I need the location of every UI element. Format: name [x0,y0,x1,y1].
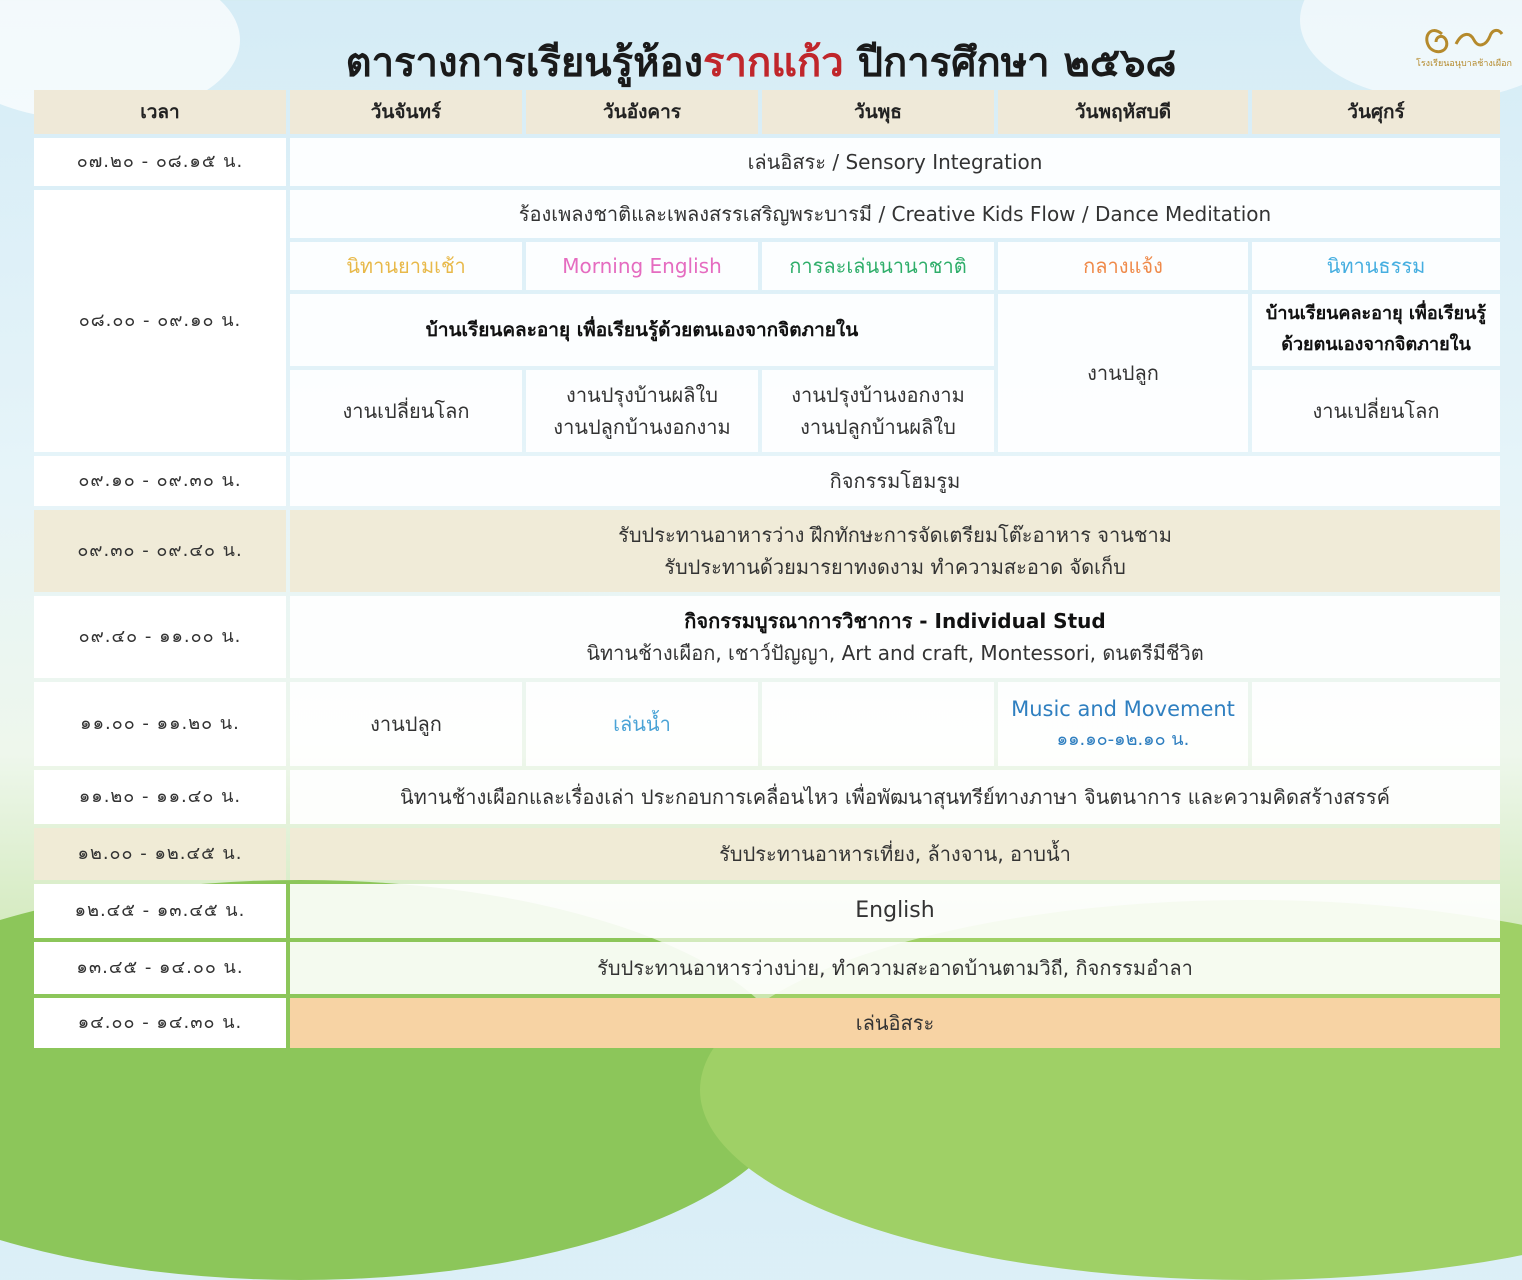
activity-friday-work: งานเปลี่ยนโลก [1252,370,1500,452]
empty-cell [1252,682,1500,766]
activity-music-movement [998,682,1248,766]
header-day-monday: วันจันทร์ [290,90,522,134]
activity-homeroom: กิจกรรมโฮมรูม [290,456,1500,506]
time-cell: ๑๓.๔๕ - ๑๔.๐๐ น. [34,942,286,994]
activity-monday-planting: งานปลูก [290,682,522,766]
activity-lunch: รับประทานอาหารเที่ยง, ล้างจาน, อาบน้ำ [290,828,1500,880]
activity-tuesday-work [526,370,758,452]
activity-thursday-planting: งานปลูก [998,294,1248,452]
activity-afternoon: รับประทานอาหารว่างบ่าย, ทำความสะอาดบ้านตามวิถี, กิจกรรมอำลา [290,942,1500,994]
activity-morning-friday: นิทานธรรม [1252,242,1500,290]
line: งานปลูกบ้านงอกงาม [553,415,731,439]
header-day-wednesday: วันพุธ [762,90,994,134]
line: งานปรุงบ้านผลิใบ [566,383,718,407]
activity-friday-mixed-age [1252,294,1500,366]
activity-integrated [290,596,1500,678]
line: งานปลูกบ้านผลิใบ [800,415,956,439]
time-cell: ๐๗.๒๐ - ๐๘.๑๕ น. [34,138,286,186]
integrated-detail: นิทานช้างเผือก, เชาว์ปัญญา, Art and craft, Montessori, ดนตรีมีชีวิต [586,641,1204,665]
activity-english: English [290,884,1500,938]
title-accent: รากแก้ว [703,40,844,86]
activity-mixed-age: บ้านเรียนคละอายุ เพื่อเรียนรู้ด้วยตนเองจากจิตภายใน [290,294,994,366]
time-cell: ๑๑.๐๐ - ๑๑.๒๐ น. [34,682,286,766]
page-title: ตารางการเรียนรู้ห้องรากแก้ว ปีการศึกษา ๒๕๖๘ [345,40,1177,86]
line: รับประทานอาหารว่าง ฝึกทักษะการจัดเตรียมโต๊ะอาหาร จานชาม [618,523,1172,547]
music-title: Music and Movement [1011,696,1235,721]
integrated-title: กิจกรรมบูรณาการวิชาการ - Individual Stud [684,609,1106,633]
activity-free-play-sensory: เล่นอิสระ / Sensory Integration [290,138,1500,186]
time-cell: ๐๙.๑๐ - ๐๙.๓๐ น. [34,456,286,506]
header-day-friday: วันศุกร์ [1252,90,1500,134]
time-cell: ๐๙.๓๐ - ๐๙.๔๐ น. [34,510,286,592]
header-time: เวลา [34,90,286,134]
line: รับประทานด้วยมารยาทงดงาม ทำความสะอาด จัดเก็บ [664,555,1126,579]
music-time: ๑๑.๑๐-๑๒.๑๐ น. [1056,729,1190,751]
activity-anthem: ร้องเพลงชาติและเพลงสรรเสริญพระบารมี / Creative Kids Flow / Dance Meditation [290,190,1500,238]
activity-morning-thursday: กลางแจ้ง [998,242,1248,290]
activity-free-play: เล่นอิสระ [290,998,1500,1048]
time-cell: ๐๙.๔๐ - ๑๑.๐๐ น. [34,596,286,678]
time-cell: ๑๔.๐๐ - ๑๔.๓๐ น. [34,998,286,1048]
time-cell: ๑๒.๐๐ - ๑๒.๔๕ น. [34,828,286,880]
activity-morning-tuesday: Morning English [526,242,758,290]
activity-snack [290,510,1500,592]
header-day-tuesday: วันอังคาร [526,90,758,134]
time-cell: ๐๘.๐๐ - ๐๙.๑๐ น. [34,190,286,452]
header-day-thursday: วันพฤหัสบดี [998,90,1248,134]
time-cell: ๑๑.๒๐ - ๑๑.๔๐ น. [34,770,286,824]
activity-story: นิทานช้างเผือกและเรื่องเล่า ประกอบการเคลื่อนไหว เพื่อพัฒนาสุนทรีย์ทางภาษา จินตนาการ และความคิดสร้างสรรค์ [290,770,1500,824]
empty-cell [762,682,994,766]
time-cell: ๑๒.๔๕ - ๑๓.๔๕ น. [34,884,286,938]
line: ด้วยตนเองจากจิตภายใน [1281,334,1471,355]
activity-morning-monday: นิทานยามเช้า [290,242,522,290]
schedule-table [34,90,1500,1048]
logo-text: โรงเรียนอนุบาลช้างเผือก [1416,59,1512,69]
activity-monday-work: งานเปลี่ยนโลก [290,370,522,452]
activity-morning-wednesday: การละเล่นนานาชาติ [762,242,994,290]
line: บ้านเรียนคละอายุ เพื่อเรียนรู้ [1265,303,1487,325]
line: งานปรุงบ้านงอกงาม [791,383,965,407]
activity-tuesday-water-play: เล่นน้ำ [526,682,758,766]
activity-wednesday-work [762,370,994,452]
